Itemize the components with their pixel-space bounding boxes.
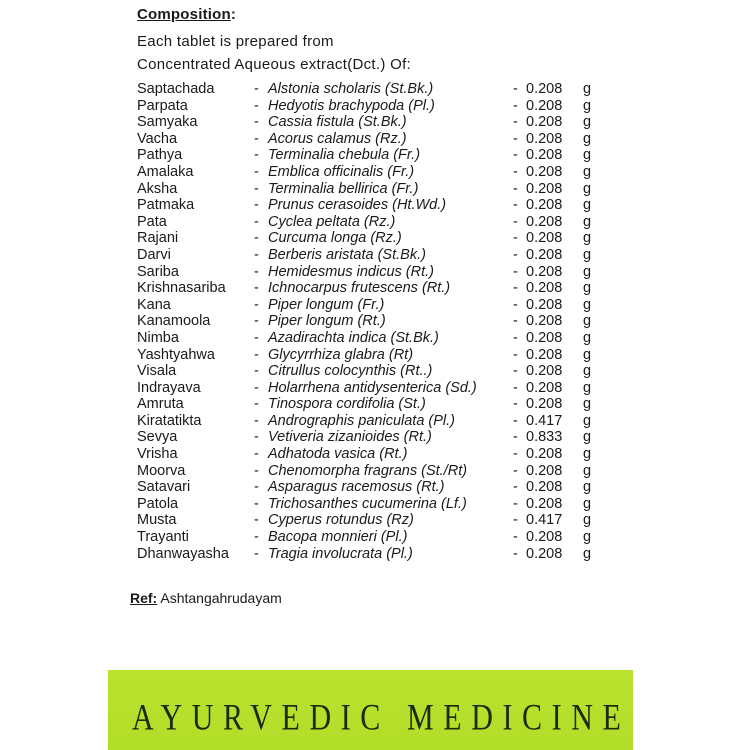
separator-dash: - (254, 97, 259, 114)
intro-line-2: Concentrated Aqueous extract(Dct.) Of: (137, 56, 412, 73)
ingredient-quantity: 0.208 (526, 495, 563, 512)
ingredient-row (137, 131, 607, 148)
separator-dash: - (254, 130, 259, 147)
ingredient-unit: g (583, 329, 592, 346)
separator-dash: - (513, 396, 518, 413)
botanical-name: Hemidesmus indicus (Rt.) (268, 263, 434, 280)
ingredient-unit: g (583, 114, 592, 131)
ingredient-unit: g (583, 197, 592, 214)
ingredient-row (137, 446, 607, 463)
ingredient-quantity: 0.208 (526, 114, 563, 131)
ingredient-unit: g (583, 412, 592, 429)
ingredient-unit: g (583, 379, 592, 396)
ingredient-name: Saptachada (137, 81, 215, 97)
separator-dash: - (254, 446, 259, 463)
botanical-name: Emblica officinalis (Fr.) (268, 163, 415, 180)
ingredient-unit: g (583, 230, 592, 247)
ingredient-name: Visala (137, 363, 177, 380)
ingredient-quantity: 0.208 (526, 529, 563, 546)
ingredient-quantity: 0.208 (526, 246, 563, 263)
botanical-name: Ichnocarpus frutescens (Rt.) (268, 280, 451, 297)
ingredient-name: Vacha (137, 130, 178, 147)
botanical-name: Asparagus racemosus (Rt.) (268, 479, 445, 496)
ingredient-row (137, 347, 607, 364)
ingredient-quantity: 0.208 (526, 280, 563, 297)
separator-dash: - (513, 180, 518, 197)
ingredient-row (137, 496, 607, 513)
separator-dash: - (254, 246, 259, 263)
ingredient-unit: g (583, 246, 592, 263)
separator-dash: - (513, 346, 518, 363)
ingredient-name: Aksha (137, 180, 178, 197)
ingredient-quantity: 0.208 (526, 263, 563, 280)
ingredient-name: Vrisha (137, 446, 178, 463)
separator-dash: - (513, 462, 518, 479)
separator-dash: - (254, 346, 259, 363)
ingredient-quantity: 0.208 (526, 446, 563, 463)
ingredient-quantity: 0.208 (526, 363, 563, 380)
separator-dash: - (513, 545, 518, 562)
ingredient-name: Dhanwayasha (137, 545, 229, 562)
composition-heading (137, 6, 236, 23)
botanical-name: Bacopa monnieri (Pl.) (268, 529, 408, 546)
ingredient-name: Krishnasariba (137, 280, 226, 297)
botanical-name: Piper longum (Rt.) (268, 313, 386, 330)
botanical-name: Vetiveria zizanioides (Rt.) (268, 429, 432, 446)
ingredient-unit: g (583, 495, 592, 512)
ingredients-list (137, 81, 607, 562)
ingredient-name: Sevya (137, 429, 178, 446)
separator-dash: - (254, 396, 259, 413)
botanical-name: Cyperus rotundus (Rz) (268, 512, 414, 529)
separator-dash: - (513, 263, 518, 280)
botanical-name: Tragia involucrata (Pl.) (268, 545, 413, 562)
separator-dash: - (254, 213, 259, 230)
ingredient-unit: g (583, 396, 592, 413)
separator-dash: - (513, 296, 518, 313)
ingredient-name: Patola (137, 495, 179, 512)
ingredient-row (137, 380, 607, 397)
ingredient-unit: g (583, 81, 592, 97)
ingredient-row (137, 297, 607, 314)
ingredient-unit: g (583, 97, 592, 114)
banner-text: AYURVEDIC MEDICINE (132, 697, 631, 739)
ingredient-unit: g (583, 429, 592, 446)
ingredient-unit: g (583, 545, 592, 562)
ingredient-row (137, 264, 607, 281)
botanical-name: Prunus cerasoides (Ht.Wd.) (268, 197, 447, 214)
ingredient-unit: g (583, 180, 592, 197)
ingredient-quantity: 0.208 (526, 296, 563, 313)
separator-dash: - (513, 130, 518, 147)
separator-dash: - (513, 81, 518, 97)
ayurvedic-medicine-banner (108, 670, 633, 750)
separator-dash: - (254, 379, 259, 396)
ingredient-name: Sariba (137, 263, 179, 280)
ingredient-row (137, 546, 607, 563)
ingredient-row (137, 98, 607, 115)
separator-dash: - (513, 329, 518, 346)
ingredient-row (137, 313, 607, 330)
botanical-name: Glycyrrhiza glabra (Rt) (268, 346, 414, 363)
ingredient-unit: g (583, 130, 592, 147)
ingredient-unit: g (583, 529, 592, 546)
ingredient-name: Patmaka (137, 197, 195, 214)
botanical-name: Terminalia bellirica (Fr.) (268, 180, 419, 197)
ingredient-quantity: 0.417 (526, 412, 563, 429)
ingredient-name: Moorva (137, 462, 186, 479)
separator-dash: - (254, 81, 259, 97)
botanical-name: Acorus calamus (Rz.) (268, 130, 407, 147)
separator-dash: - (254, 529, 259, 546)
ingredient-row (137, 147, 607, 164)
botanical-name: Cyclea peltata (Rz.) (268, 213, 396, 230)
separator-dash: - (254, 280, 259, 297)
ingredient-name: Pata (137, 213, 167, 230)
separator-dash: - (513, 147, 518, 164)
ingredient-row (137, 330, 607, 347)
botanical-name: Adhatoda vasica (Rt.) (268, 446, 408, 463)
ingredient-row (137, 181, 607, 198)
ingredient-quantity: 0.208 (526, 230, 563, 247)
ingredient-unit: g (583, 346, 592, 363)
ingredient-quantity: 0.208 (526, 97, 563, 114)
ingredient-name: Darvi (137, 246, 171, 263)
ingredient-quantity: 0.417 (526, 512, 563, 529)
botanical-name: Chenomorpha fragrans (St./Rt) (268, 462, 468, 479)
ingredient-row (137, 363, 607, 380)
botanical-name: Cassia fistula (St.Bk.) (268, 114, 407, 131)
ingredient-unit: g (583, 280, 592, 297)
separator-dash: - (254, 313, 259, 330)
separator-dash: - (513, 246, 518, 263)
ingredient-name: Kana (137, 296, 171, 313)
ingredient-unit: g (583, 363, 592, 380)
ingredient-row (137, 413, 607, 430)
ingredient-name: Trayanti (137, 529, 189, 546)
botanical-name: Azadirachta indica (St.Bk.) (268, 329, 439, 346)
separator-dash: - (513, 479, 518, 496)
ingredient-name: Rajani (137, 230, 179, 247)
separator-dash: - (513, 97, 518, 114)
botanical-name: Curcuma longa (Rz.) (268, 230, 402, 247)
separator-dash: - (513, 512, 518, 529)
ingredient-name: Satavari (137, 479, 191, 496)
botanical-name: Andrographis paniculata (Pl.) (268, 412, 455, 429)
ingredient-name: Kanamoola (137, 313, 211, 330)
ingredient-quantity: 0.208 (526, 346, 563, 363)
ingredient-quantity: 0.208 (526, 213, 563, 230)
separator-dash: - (513, 213, 518, 230)
ingredient-name: Pathya (137, 147, 183, 164)
ingredient-row (137, 164, 607, 181)
separator-dash: - (254, 479, 259, 496)
botanical-name: Terminalia chebula (Fr.) (268, 147, 421, 164)
ingredient-quantity: 0.208 (526, 180, 563, 197)
separator-dash: - (513, 280, 518, 297)
ingredient-quantity: 0.208 (526, 379, 563, 396)
separator-dash: - (254, 197, 259, 214)
separator-dash: - (254, 147, 259, 164)
separator-dash: - (254, 263, 259, 280)
separator-dash: - (254, 296, 259, 313)
separator-dash: - (513, 495, 518, 512)
botanical-name: Holarrhena antidysenterica (Sd.) (268, 379, 477, 396)
ingredient-name: Musta (137, 512, 177, 529)
separator-dash: - (513, 114, 518, 131)
separator-dash: - (254, 329, 259, 346)
separator-dash: - (513, 529, 518, 546)
botanical-name: Piper longum (Fr.) (268, 296, 385, 313)
ingredient-name: Amalaka (137, 163, 194, 180)
composition-heading-label: Composition (137, 6, 231, 23)
ingredient-unit: g (583, 446, 592, 463)
separator-dash: - (254, 180, 259, 197)
ingredient-name: Samyaka (137, 114, 198, 131)
ingredient-row (137, 230, 607, 247)
ingredient-quantity: 0.208 (526, 462, 563, 479)
ingredient-row (137, 529, 607, 546)
ingredient-row (137, 247, 607, 264)
ingredient-quantity: 0.208 (526, 163, 563, 180)
ingredient-row (137, 197, 607, 214)
ingredient-quantity: 0.833 (526, 429, 563, 446)
separator-dash: - (513, 163, 518, 180)
ingredient-unit: g (583, 512, 592, 529)
botanical-name: Tinospora cordifolia (St.) (268, 396, 426, 413)
ingredient-row (137, 512, 607, 529)
ingredient-row (137, 429, 607, 446)
ingredient-quantity: 0.208 (526, 147, 563, 164)
botanical-name: Citrullus colocynthis (Rt..) (268, 363, 433, 380)
separator-dash: - (254, 495, 259, 512)
composition-heading-colon: : (230, 6, 237, 23)
ingredient-quantity: 0.208 (526, 197, 563, 214)
ingredient-unit: g (583, 263, 592, 280)
ingredient-unit: g (583, 313, 592, 330)
separator-dash: - (254, 429, 259, 446)
ingredient-quantity: 0.208 (526, 329, 563, 346)
ingredient-quantity: 0.208 (526, 479, 563, 496)
botanical-name: Berberis aristata (St.Bk.) (268, 246, 426, 263)
separator-dash: - (513, 313, 518, 330)
separator-dash: - (513, 363, 518, 380)
ingredient-name: Kiratatikta (137, 412, 202, 429)
ingredient-quantity: 0.208 (526, 313, 563, 330)
separator-dash: - (254, 512, 259, 529)
botanical-name: Trichosanthes cucumerina (Lf.) (268, 495, 467, 512)
separator-dash: - (254, 230, 259, 247)
botanical-name: Hedyotis brachypoda (Pl.) (268, 97, 435, 114)
ingredient-unit: g (583, 163, 592, 180)
ingredient-quantity: 0.208 (526, 396, 563, 413)
botanical-name: Alstonia scholaris (St.Bk.) (268, 81, 434, 97)
separator-dash: - (254, 163, 259, 180)
ingredient-unit: g (583, 479, 592, 496)
separator-dash: - (513, 446, 518, 463)
separator-dash: - (254, 545, 259, 562)
ingredient-row (137, 396, 607, 413)
separator-dash: - (513, 230, 518, 247)
intro-line-1: Each tablet is prepared from (137, 33, 334, 50)
ingredient-row (137, 479, 607, 496)
ingredient-name: Indrayava (137, 379, 201, 396)
ingredient-row (137, 114, 607, 131)
ingredient-row (137, 214, 607, 231)
ingredient-row (137, 81, 607, 98)
reference-label: Ref: (130, 590, 158, 606)
separator-dash: - (513, 197, 518, 214)
ingredient-unit: g (583, 462, 592, 479)
ingredient-name: Parpata (137, 97, 188, 114)
ingredient-row (137, 463, 607, 480)
ingredient-name: Yashtyahwa (137, 346, 215, 363)
ingredient-unit: g (583, 213, 592, 230)
ingredient-quantity: 0.208 (526, 81, 563, 97)
ingredient-row (137, 280, 607, 297)
ingredient-name: Nimba (137, 329, 179, 346)
ingredient-unit: g (583, 296, 592, 313)
reference (130, 590, 282, 606)
separator-dash: - (513, 429, 518, 446)
ingredient-quantity: 0.208 (526, 130, 563, 147)
separator-dash: - (254, 462, 259, 479)
ingredient-quantity: 0.208 (526, 545, 563, 562)
separator-dash: - (254, 363, 259, 380)
reference-source: Ashtangahrudayam (160, 590, 282, 606)
separator-dash: - (254, 412, 259, 429)
ingredient-unit: g (583, 147, 592, 164)
separator-dash: - (254, 114, 259, 131)
separator-dash: - (513, 412, 518, 429)
separator-dash: - (513, 379, 518, 396)
ingredient-name: Amruta (137, 396, 184, 413)
